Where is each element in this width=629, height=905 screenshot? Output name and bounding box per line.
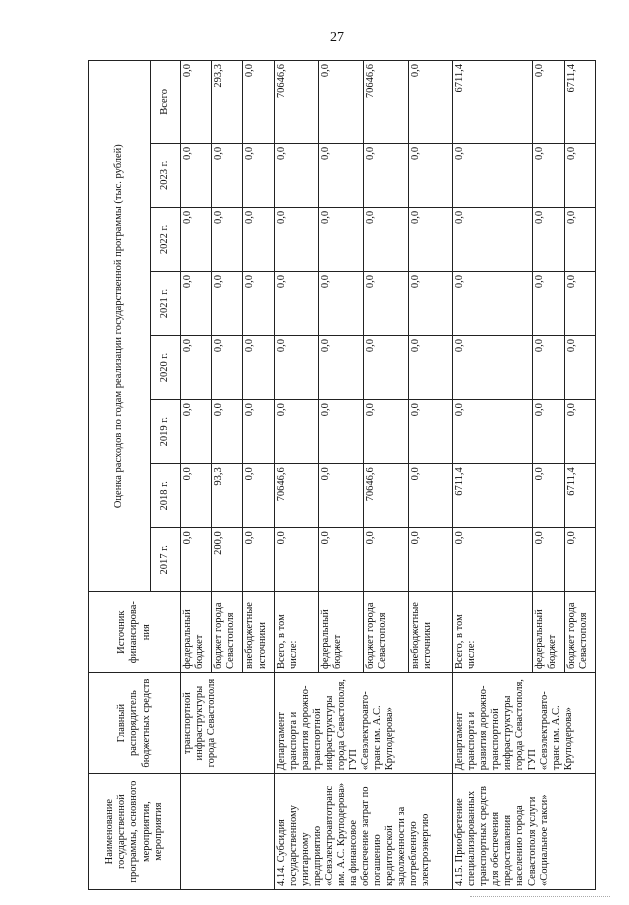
header-total: Всего [151, 61, 181, 144]
row-source-cell: бюджет города Севастополя [363, 592, 408, 673]
value-cell: 0,0 [243, 528, 274, 592]
value-cell: 0,0 [243, 400, 274, 464]
header-year-2017: 2017 г. [151, 528, 181, 592]
value-cell: 0,0 [212, 400, 243, 464]
value-cell: 0,0 [243, 464, 274, 528]
value-cell: 0,0 [564, 400, 595, 464]
row-source-cell: Всего, в том числе: [453, 592, 533, 673]
value-cell: 0,0 [319, 528, 364, 592]
table-row [181, 61, 212, 890]
value-cell: 293,3 [212, 61, 243, 144]
row-source-cell: федеральный бюджет [181, 592, 212, 673]
value-cell: 0,0 [564, 143, 595, 207]
scan-artifact-line [470, 896, 610, 898]
row-source-cell: федеральный бюджет [319, 592, 364, 673]
value-cell: 0,0 [212, 207, 243, 271]
header-year-2019: 2019 г. [151, 400, 181, 464]
row-source-cell: Всего, в том числе: [274, 592, 319, 673]
page-number: 27 [330, 30, 344, 45]
value-cell: 0,0 [408, 336, 453, 400]
value-cell: 0,0 [408, 400, 453, 464]
value-cell: 0,0 [408, 207, 453, 271]
value-cell: 93,3 [212, 464, 243, 528]
row-responsible-cell: транспортной инфраструктуры города Севастополя [181, 672, 275, 773]
value-cell: 0,0 [274, 143, 319, 207]
value-cell: 0,0 [243, 61, 274, 144]
row-source-cell: внебюджетные источники [408, 592, 453, 673]
value-cell: 0,0 [408, 528, 453, 592]
row-name-cell: 4.14. Субсидия государственному унитарному предприятию «Севэлектроавтотранс им. А.С. Круподерова» на финансовое обеспечение затрат по погашению кредиторской задолженности за потребленную электроэнергию [274, 774, 452, 890]
value-cell: 0,0 [181, 271, 212, 335]
row-source-cell: бюджет города Севастополя [564, 592, 595, 673]
row-responsible-cell: Департамент транспорта и развития дорожно-транспортной инфраструктуры города Севастополя, ГУП «Севэлектроавто-транс им. А.С. Круподерова» [274, 672, 452, 773]
value-cell: 0,0 [408, 464, 453, 528]
row-source-cell: внебюджетные источники [243, 592, 274, 673]
value-cell: 0,0 [363, 336, 408, 400]
value-cell: 70646,6 [363, 61, 408, 144]
value-cell: 0,0 [408, 271, 453, 335]
value-cell: 0,0 [181, 528, 212, 592]
value-cell: 200,0 [212, 528, 243, 592]
value-cell: 0,0 [212, 336, 243, 400]
value-cell: 0,0 [243, 271, 274, 335]
value-cell: 0,0 [181, 464, 212, 528]
value-cell: 0,0 [274, 400, 319, 464]
value-cell: 0,0 [181, 336, 212, 400]
table-row [274, 61, 319, 890]
value-cell: 6711,4 [564, 464, 595, 528]
header-year-2022: 2022 г. [151, 207, 181, 271]
header-year-2021: 2021 г. [151, 271, 181, 335]
table-rotator [88, 60, 596, 890]
header-year-2023: 2023 г. [151, 143, 181, 207]
value-cell: 0,0 [564, 207, 595, 271]
value-cell: 0,0 [319, 143, 364, 207]
value-cell: 6711,4 [453, 61, 533, 144]
value-cell: 0,0 [453, 207, 533, 271]
row-source-cell: федеральный бюджет [533, 592, 564, 673]
value-cell: 0,0 [408, 61, 453, 144]
table-row [453, 61, 533, 890]
value-cell: 0,0 [533, 61, 564, 144]
value-cell: 0,0 [181, 400, 212, 464]
value-cell: 0,0 [181, 207, 212, 271]
value-cell: 0,0 [453, 271, 533, 335]
value-cell: 0,0 [181, 61, 212, 144]
value-cell: 0,0 [453, 400, 533, 464]
value-cell: 0,0 [564, 271, 595, 335]
value-cell: 70646,6 [274, 61, 319, 144]
header-year-2020: 2020 г. [151, 336, 181, 400]
value-cell: 0,0 [533, 400, 564, 464]
value-cell: 0,0 [319, 207, 364, 271]
value-cell: 0,0 [212, 143, 243, 207]
row-responsible-cell: Департамент транспорта и развития дорожно-транспортной инфраструктуры города Севастополя, ГУП «Севэлектроавто-транс им. А.С. Круподерова» [453, 672, 596, 773]
value-cell: 0,0 [319, 61, 364, 144]
header-responsible: Главный распорядитель бюджетных средств [89, 672, 181, 773]
value-cell: 0,0 [408, 143, 453, 207]
value-cell: 0,0 [212, 271, 243, 335]
value-cell: 0,0 [363, 143, 408, 207]
value-cell: 0,0 [274, 336, 319, 400]
header-source: Источник финансирова-ния [89, 592, 181, 673]
value-cell: 0,0 [243, 336, 274, 400]
value-cell: 6711,4 [453, 464, 533, 528]
value-cell: 0,0 [319, 400, 364, 464]
value-cell: 0,0 [533, 464, 564, 528]
value-cell: 0,0 [363, 271, 408, 335]
value-cell: 70646,6 [363, 464, 408, 528]
value-cell: 0,0 [564, 528, 595, 592]
value-cell: 0,0 [274, 528, 319, 592]
value-cell: 0,0 [319, 271, 364, 335]
row-name-cell: 4.15. Приобретение специализированных транспортных средств для обеспечения предоставления населению города Севастополя услуги «Социальное такси» [453, 774, 596, 890]
value-cell: 0,0 [564, 336, 595, 400]
value-cell: 0,0 [533, 143, 564, 207]
value-cell: 0,0 [319, 464, 364, 528]
value-cell: 70646,6 [274, 464, 319, 528]
value-cell: 6711,4 [564, 61, 595, 144]
value-cell: 0,0 [533, 207, 564, 271]
value-cell: 0,0 [243, 207, 274, 271]
value-cell: 0,0 [453, 528, 533, 592]
value-cell: 0,0 [243, 143, 274, 207]
value-cell: 0,0 [363, 207, 408, 271]
value-cell: 0,0 [533, 271, 564, 335]
row-name-cell [181, 774, 275, 890]
header-year-2018: 2018 г. [151, 464, 181, 528]
row-source-cell: бюджет города Севастополя [212, 592, 243, 673]
financing-table [88, 60, 596, 890]
value-cell: 0,0 [533, 336, 564, 400]
value-cell: 0,0 [453, 143, 533, 207]
header-estimate: Оценка расходов по годам реализации государственной программы (тыс. рублей) [89, 61, 151, 592]
header-name: Наименование государственной программы, основного мероприятия, мероприятия [89, 774, 181, 890]
value-cell: 0,0 [319, 336, 364, 400]
value-cell: 0,0 [453, 336, 533, 400]
rotated-table-container [88, 60, 596, 890]
value-cell: 0,0 [274, 207, 319, 271]
value-cell: 0,0 [533, 528, 564, 592]
value-cell: 0,0 [181, 143, 212, 207]
value-cell: 0,0 [274, 271, 319, 335]
value-cell: 0,0 [363, 528, 408, 592]
value-cell: 0,0 [363, 400, 408, 464]
